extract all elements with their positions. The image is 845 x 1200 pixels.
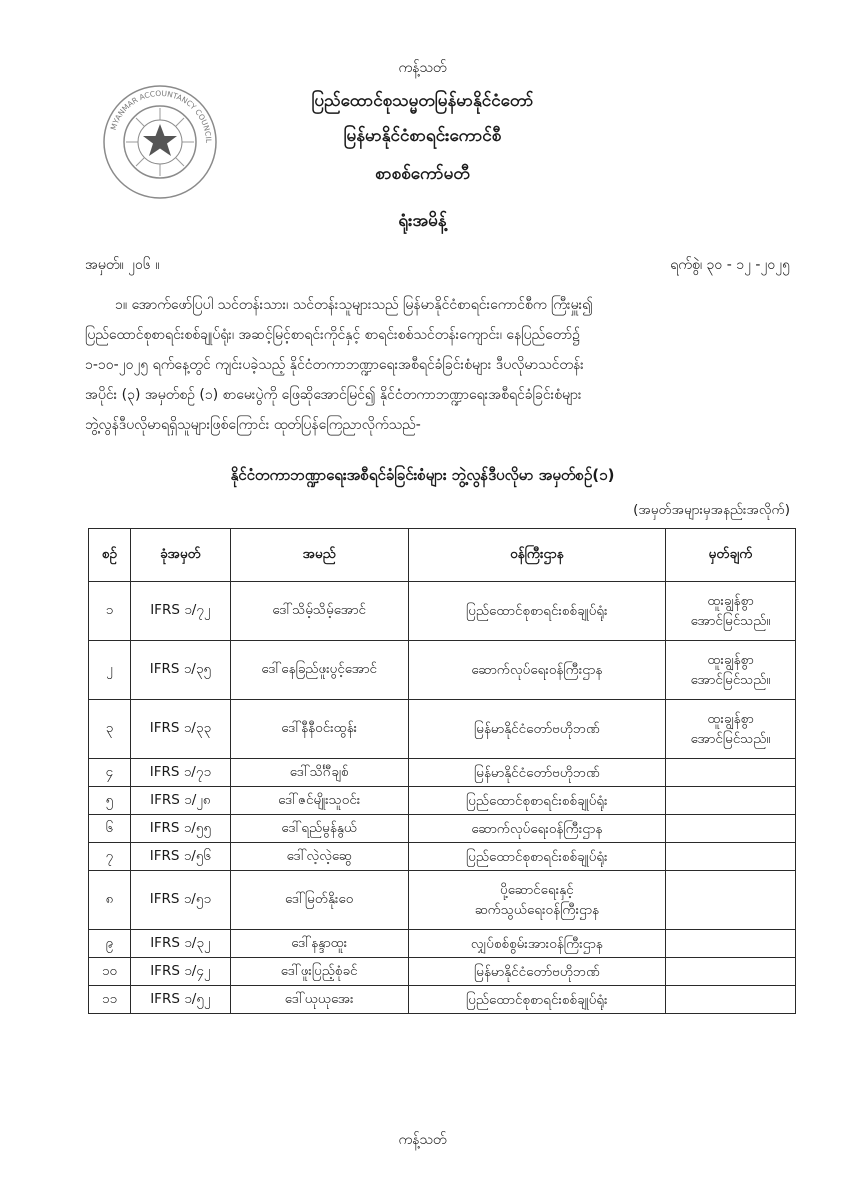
ministry-line: မြန်မာနိုင်ငံတော်ဗဟိုဘဏ် — [473, 721, 600, 737]
cell-remark — [666, 871, 796, 930]
table-row — [89, 843, 796, 871]
cell-remark — [666, 700, 796, 759]
cell-remark — [666, 930, 796, 958]
seal-text: MYANMAR ACCOUNTANCY COUNCIL — [108, 88, 214, 144]
remark-line: ထူးချွန်စွာ — [707, 711, 754, 727]
table-row — [89, 641, 796, 700]
cell-seat-number: IFRS ၁/၃၂ — [130, 930, 230, 958]
ministry-line: ဆောက်လုပ်ရေးဝန်ကြီးဌာန — [471, 820, 603, 837]
remark-line: ထူးချွန်စွာ — [707, 593, 754, 609]
cell-remark — [666, 843, 796, 871]
cell-seat-number: IFRS ၁/၂၈ — [130, 787, 230, 815]
cell-seat-number: IFRS ၁/၇၂ — [130, 582, 230, 641]
cell-serial: ၄ — [89, 759, 131, 787]
paragraph-line: ၁-၁၀-၂၀၂၅ ရက်နေ့တွင် ကျင်းပခဲ့သည့် နိုင်ငံတကာဘဏ္ဍာရေးအစီရင်ခံခြင်းစံများ ဒီပလိုမာသင်တန်း — [85, 357, 584, 373]
ministry-line: လျှပ်စစ်စွမ်းအားဝန်ကြီးဌာန — [470, 935, 603, 952]
cell-name: ဒေါ်နီနီဝင်းထွန်း — [230, 700, 408, 759]
cell-ministry — [408, 843, 666, 871]
cell-name: ဒေါ်ဖူးပြည့်စုံခင် — [230, 958, 408, 986]
cell-seat-number: IFRS ၁/၅၆ — [130, 843, 230, 871]
order-note: (အမှတ်အများမှအနည်းအလိုက်) — [633, 502, 790, 518]
cell-serial: ၁၁ — [89, 986, 131, 1014]
cell-ministry — [408, 930, 666, 958]
ministry-line: ပြည်ထောင်စုစာရင်းစစ်ချုပ်ရုံး — [466, 991, 608, 1008]
cell-remark — [666, 958, 796, 986]
ministry-line: ပြည်ထောင်စုစာရင်းစစ်ချုပ်ရုံး — [466, 603, 608, 619]
table-row — [89, 815, 796, 843]
cell-serial: ၇ — [89, 843, 131, 871]
table-row — [89, 787, 796, 815]
cell-seat-number: IFRS ၁/၃၃ — [130, 700, 230, 759]
table-row — [89, 759, 796, 787]
ministry-line: မြန်မာနိုင်ငံတော်ဗဟိုဘဏ် — [473, 963, 600, 980]
cell-ministry — [408, 759, 666, 787]
cell-name: ဒေါ်ရည်မွန်နွယ် — [230, 815, 408, 843]
classification-bottom: ကန့်သတ် — [398, 1132, 447, 1148]
header-line-1: ပြည်ထောင်စုသမ္မတမြန်မာနိုင်ငံတော် — [311, 91, 534, 111]
cell-serial: ၈ — [89, 871, 131, 930]
cell-remark — [666, 986, 796, 1014]
header-remark: မှတ်ချက် — [666, 529, 796, 582]
ministry-line: ပို့ဆောင်ရေးနှင့် — [500, 882, 574, 898]
cell-ministry — [408, 787, 666, 815]
cell-seat-number: IFRS ၁/၅၅ — [130, 815, 230, 843]
paragraph-line: အပိုင်း (၃) အမှတ်စဉ် (၁) စာမေးပွဲကို ဖြေဆိုအောင်မြင်၍ နိုင်ငံတကာဘဏ္ဍာရေးအစီရင်ခံခြင်းစံများ — [85, 387, 582, 403]
table-row — [89, 930, 796, 958]
remark-line: အောင်မြင်သည်။ — [690, 672, 771, 688]
header-line-2: မြန်မာနိုင်ငံစာရင်းကောင်စီ — [343, 126, 502, 146]
paragraph-line: ၁။ အောက်ဖော်ပြပါ သင်တန်းသား၊ သင်တန်းသူများသည် မြန်မာနိုင်ငံစာရင်းကောင်စီက ကြီးမှူး၍ — [115, 297, 593, 313]
cell-serial: ၆ — [89, 815, 131, 843]
table-row — [89, 871, 796, 930]
cell-ministry — [408, 986, 666, 1014]
table-row — [89, 582, 796, 641]
cell-ministry — [408, 815, 666, 843]
ministry-line: မြန်မာနိုင်ငံတော်ဗဟိုဘဏ် — [473, 764, 600, 781]
cell-seat-number: IFRS ၁/၅၂ — [130, 986, 230, 1014]
cell-seat-number: IFRS ၁/၄၂ — [130, 958, 230, 986]
header-seat-number: ခုံအမှတ် — [130, 529, 230, 582]
cell-name: ဒေါ်မြတ်နိုးဝေ — [230, 871, 408, 930]
remark-line: အောင်မြင်သည်။ — [690, 731, 771, 747]
cell-serial: ၉ — [89, 930, 131, 958]
cell-name: ဒေါ်လဲ့လဲ့ဆွေ — [230, 843, 408, 871]
cell-seat-number: IFRS ၁/၃၅ — [130, 641, 230, 700]
cell-remark — [666, 641, 796, 700]
cell-remark — [666, 815, 796, 843]
cell-serial: ၃ — [89, 700, 131, 759]
header-serial: စဉ် — [89, 529, 131, 582]
cell-serial: ၁ — [89, 582, 131, 641]
cell-remark — [666, 759, 796, 787]
cell-name: ဒေါ်နေခြည်ဖူးပွင့်အောင် — [230, 641, 408, 700]
cell-name: ဒေါ်နန္ဒာထူး — [230, 930, 408, 958]
cell-seat-number: IFRS ၁/၅၁ — [130, 871, 230, 930]
classification-top: ကန့်သတ် — [398, 60, 447, 76]
cell-remark — [666, 582, 796, 641]
ministry-line: ပြည်ထောင်စုစာရင်းစစ်ချုပ်ရုံး — [466, 848, 608, 865]
cell-serial: ၂ — [89, 641, 131, 700]
cell-name: ဒေါ်ဇင်မျိုးသူဝင်း — [230, 787, 408, 815]
cell-serial: ၁၀ — [89, 958, 131, 986]
cell-seat-number: IFRS ၁/၇၁ — [130, 759, 230, 787]
office-order-title: ရုံးအမိန့် — [398, 211, 447, 231]
table-row — [89, 700, 796, 759]
cell-name: ဒေါ်သိမ့်သိမ့်အောင် — [230, 582, 408, 641]
cell-ministry — [408, 871, 666, 930]
table-row — [89, 958, 796, 986]
results-table — [88, 528, 796, 1014]
reference-number: အမှတ်။ ၂၀၆ ။ — [85, 257, 160, 273]
paragraph-line: ဘွဲ့လွန်ဒီပလိုမာရရှိသူများဖြစ်ကြောင်း ထုတ်ပြန်ကြေညာလိုက်သည်- — [85, 417, 421, 433]
paragraph-line: ပြည်ထောင်စုစာရင်းစစ်ချုပ်ရုံး၊ အဆင့်မြင့်စာရင်းကိုင်နှင့် စာရင်းစစ်သင်တန်းကျောင်း၊ နေပြည်တော်၌ — [85, 327, 580, 343]
remark-line: အောင်မြင်သည်။ — [690, 613, 771, 629]
ministry-line: ဆက်သွယ်ရေးဝန်ကြီးဌာန — [474, 902, 600, 918]
cell-remark — [666, 787, 796, 815]
cell-serial: ၅ — [89, 787, 131, 815]
table-body — [89, 582, 796, 1014]
header-name: အမည် — [230, 529, 408, 582]
header-line-3: စာစစ်ကော်မတီ — [375, 164, 470, 184]
list-subtitle: နိုင်ငံတကာဘဏ္ဍာရေးအစီရင်ခံခြင်းစံများ ဘွဲ့လွန်ဒီပလိုမာ အမှတ်စဉ်(၁) — [230, 466, 615, 484]
cell-ministry — [408, 958, 666, 986]
table-row — [89, 986, 796, 1014]
ministry-line: ဆောက်လုပ်ရေးဝန်ကြီးဌာန — [471, 662, 603, 678]
cell-name: ဒေါ်ယုယုအေး — [230, 986, 408, 1014]
cell-ministry — [408, 700, 666, 759]
ministry-line: ပြည်ထောင်စုစာရင်းစစ်ချုပ်ရုံး — [466, 792, 608, 809]
cell-name: ဒေါ်သိင်္ဂီချစ် — [230, 759, 408, 787]
header-ministry: ဝန်ကြီးဌာန — [408, 529, 666, 582]
announcement-paragraph — [85, 290, 795, 440]
cell-ministry — [408, 582, 666, 641]
table-header-row — [89, 529, 796, 582]
reference-date: ရက်စွဲ၊ ၃၀ - ၁၂ -၂၀၂၅ — [670, 257, 790, 273]
remark-line: ထူးချွန်စွာ — [707, 652, 754, 668]
cell-ministry — [408, 641, 666, 700]
